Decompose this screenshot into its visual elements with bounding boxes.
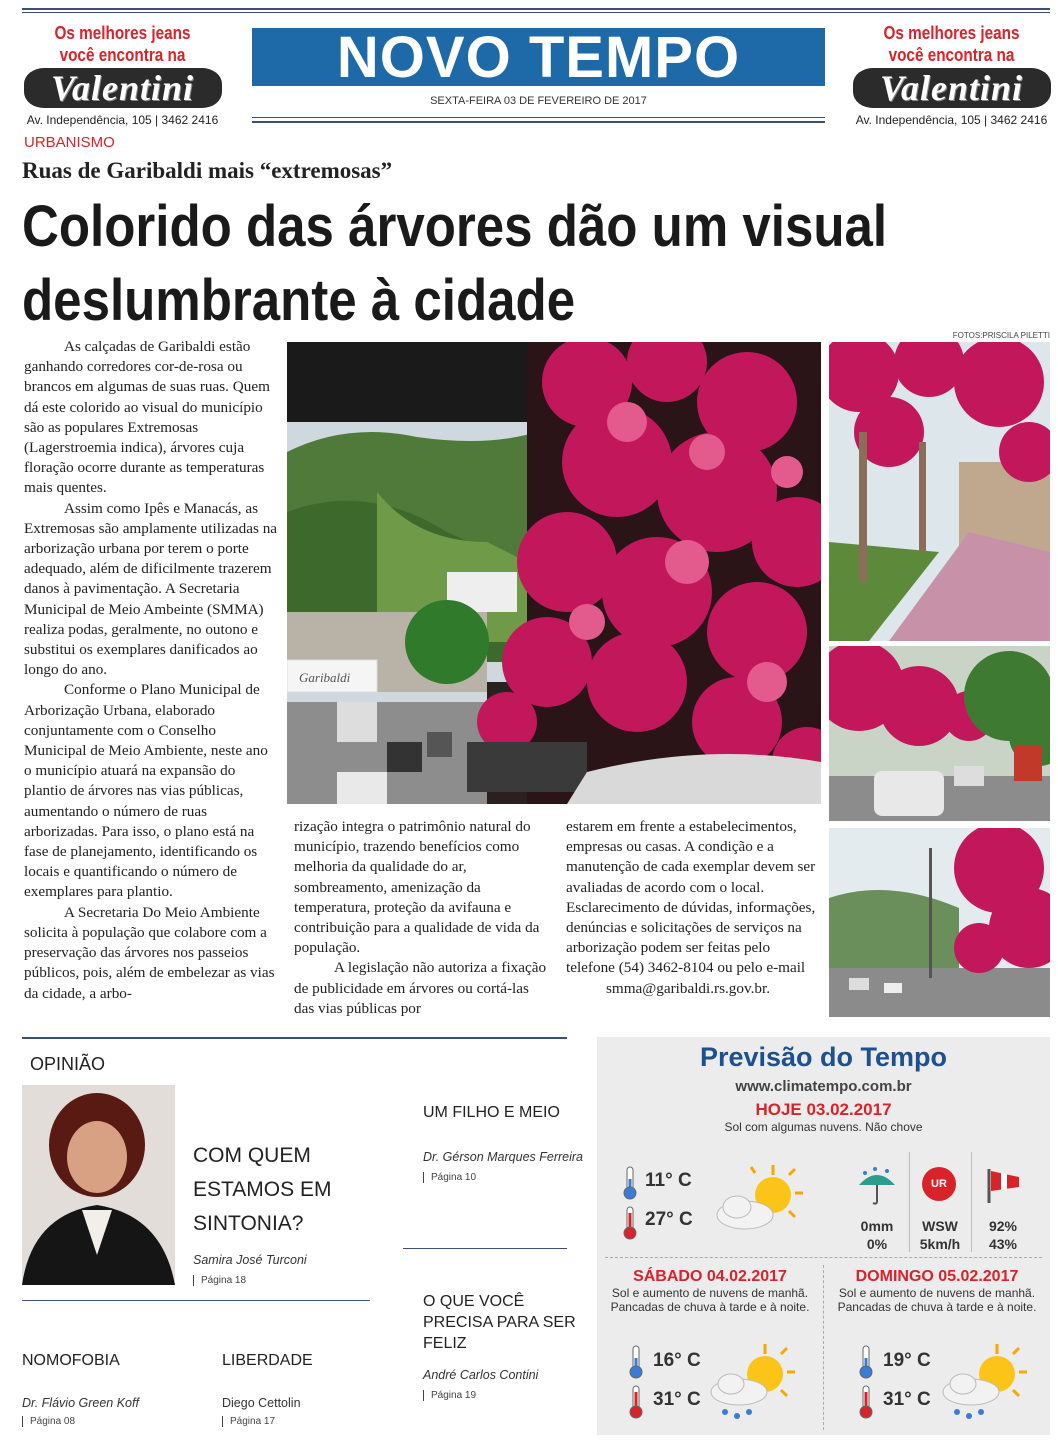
side-photo-1 xyxy=(829,342,1050,641)
thermometer-hot-icon xyxy=(621,1205,639,1241)
humidity-min: 43% xyxy=(988,1236,1018,1252)
windsock-icon xyxy=(985,1165,1025,1205)
side-photo-3 xyxy=(829,828,1050,1017)
masthead-date: SEXTA-FEIRA 03 DE FEVEREIRO DE 2017 xyxy=(430,95,647,107)
opinion-title[interactable]: LIBERDADE xyxy=(222,1352,313,1369)
paragraph: As calçadas de Garibaldi estão ganhando corredores cor-de-rosa ou brancos em algumas de suas ruas. Quem dá este colorido ao visual do município são as populares Extremosas (Lagerstroemia indica), árvores cuja floração ocorre durante as temperaturas mais quentes. xyxy=(24,338,270,497)
rain-pct: 0% xyxy=(866,1236,888,1252)
paragraph: A Secretaria Do Meio Ambiente solicita à população que colabore com a preservação das árvores nos passeios públicos, pois, além de embelezar as vias da cidade, a arbo- xyxy=(24,903,275,1002)
side-photo-2 xyxy=(829,646,1050,821)
headline-line-1: Colorido das árvores dão um visual xyxy=(22,194,888,259)
ad-slogan-1: Os melhores jeans xyxy=(883,23,1020,43)
today-rain xyxy=(855,1217,899,1253)
opinion-item-2[interactable] xyxy=(423,1104,583,1185)
ad-left[interactable] xyxy=(20,22,225,127)
day-desc-2: Pancadas de chuva à tarde e à noite. xyxy=(610,1300,810,1314)
masthead-rule-2 xyxy=(252,121,825,123)
opinion-divider xyxy=(22,1300,370,1301)
ad-slogan-2: você encontra na xyxy=(888,45,1015,65)
thermometer-hot-icon xyxy=(857,1384,875,1420)
today-max: 27° C xyxy=(645,1209,693,1230)
opinion-divider xyxy=(403,1248,567,1249)
ad-right[interactable] xyxy=(849,22,1054,127)
day-label: SÁBADO 04.02.2017 xyxy=(633,1268,787,1285)
day-desc-1: Sol e aumento de nuvens de manhã. xyxy=(838,1286,1036,1300)
ad-address: Av. Independência, 105 | 3462 2416 xyxy=(855,113,1048,127)
opinion-title[interactable]: UM FILHO E MEIO xyxy=(423,1104,560,1121)
weather-divider xyxy=(605,1257,1042,1258)
saturday-min: 16° C xyxy=(653,1350,701,1371)
article-col-3 xyxy=(566,817,820,999)
sun-rain-cloud-icon xyxy=(709,1342,797,1420)
today-desc: Sol com algumas nuvens. Não chove xyxy=(724,1120,923,1134)
opinion-page: Página 08 xyxy=(22,1416,75,1427)
headline-line-2: deslumbrante à cidade xyxy=(22,268,576,333)
opinion-title[interactable]: NOMOFOBIA xyxy=(22,1352,120,1369)
main-photo xyxy=(287,342,821,804)
opinion-page: Página 10 xyxy=(423,1172,476,1183)
ad-address: Av. Independência, 105 | 3462 2416 xyxy=(26,113,219,127)
opinion-title[interactable]: O QUE VOCÊ PRECISA PARA SER FELIZ xyxy=(423,1293,576,1352)
thermometer-cold-icon xyxy=(857,1344,875,1380)
opinion-item-4[interactable] xyxy=(22,1352,192,1429)
article-headline xyxy=(22,190,955,338)
day-desc-1: Sol e aumento de nuvens de manhã. xyxy=(611,1286,809,1300)
ad-slogan-2: você encontra na xyxy=(59,45,186,65)
valentini-logo: Valentini xyxy=(24,68,222,108)
thermometer-cold-icon xyxy=(621,1165,639,1201)
weather-title: Previsão do Tempo xyxy=(699,1042,948,1072)
opinion-item-3[interactable] xyxy=(423,1291,583,1403)
weather-panel xyxy=(597,1037,1050,1435)
article-col-1 xyxy=(24,337,278,1004)
paragraph: rização integra o patrimônio natural do município, trazendo benefícios como melhoria da qualidade do ar, sombreamento, amenização da temperatura, proteção da avifauna e contribuição para a qualidade de vida da população. xyxy=(294,818,540,957)
today-label: HOJE 03.02.2017 xyxy=(755,1100,892,1119)
paragraph: estarem em frente a estabelecimentos, empresas ou casas. A condição e a manutenção de cada exemplar devem ser avaliadas de acordo com o local. Esclarecimento de dúvidas, informações, denúncias e solicitações de serviços na arborização podem ser feitas pelo telefone (54) 3462-8104 ou pelo e-mail xyxy=(566,818,816,977)
opinion-page: Página 19 xyxy=(423,1390,476,1401)
paragraph: Conforme o Plano Municipal de Arborização Urbana, elaborado conjuntamente com o Conselho Municipal de Meio Ambiente, neste ano o município atuará na expansão do plantio de árvores nas vias públicas, aumentando o número de ruas arborizadas. Para isso, o plano está na fase de planejamento, identificando os locais e quantificando o número de exemplares para plantio. xyxy=(24,681,268,901)
opinion-item-1[interactable] xyxy=(193,1139,403,1288)
forecast-sunday xyxy=(824,1268,1050,1314)
ad-slogan-1: Os melhores jeans xyxy=(54,23,191,43)
sun-rain-cloud-icon xyxy=(941,1342,1029,1420)
today-humidity xyxy=(981,1217,1025,1253)
top-rule xyxy=(22,8,1050,10)
top-rule-thin xyxy=(22,12,1050,13)
opinion-page: Página 18 xyxy=(193,1275,246,1286)
humidity-ur-icon: UR xyxy=(922,1167,956,1201)
sunday-min: 19° C xyxy=(883,1350,931,1371)
today-min: 11° C xyxy=(645,1170,692,1191)
article-kicker: Ruas de Garibaldi mais “extremosas” xyxy=(22,158,393,183)
garibaldi-sign: Garibaldi xyxy=(299,670,351,685)
masthead-rule xyxy=(252,117,825,118)
opinion-rule xyxy=(22,1037,567,1039)
opinion-author: Dr. Gérson Marques Ferreira xyxy=(423,1150,583,1164)
day-desc-2: Pancadas de chuva à tarde e à noite. xyxy=(837,1300,1037,1314)
sunday-max: 31° C xyxy=(883,1389,931,1410)
stat-divider xyxy=(971,1152,972,1252)
masthead-title: NOVO TEMPO xyxy=(252,28,825,86)
wind-dir: WSW xyxy=(922,1218,958,1234)
stat-divider xyxy=(909,1152,910,1252)
paragraph: A legislação não autoriza a fixação de publicidade em árvores ou cortá-las das vias públicas por xyxy=(294,959,547,1017)
rain-umbrella-icon xyxy=(855,1165,899,1209)
thermometer-cold-icon xyxy=(627,1344,645,1380)
opinion-page: Página 17 xyxy=(222,1416,275,1427)
forecast-saturday xyxy=(597,1268,823,1314)
opinion-title[interactable]: COM QUEM ESTAMOS EM SINTONIA? xyxy=(193,1144,332,1235)
photo-credit: FOTOS:PRISCILA PILETTI xyxy=(952,331,1050,340)
opinion-heading: OPINIÃO xyxy=(30,1054,106,1074)
wind-speed: 5km/h xyxy=(919,1236,961,1252)
saturday-max: 31° C xyxy=(653,1389,701,1410)
valentini-logo: Valentini xyxy=(853,68,1051,108)
email-link[interactable]: smma@garibaldi.rs.gov.br. xyxy=(606,979,771,997)
opinion-author: Dr. Flávio Green Koff xyxy=(22,1396,139,1410)
section-label: URBANISMO xyxy=(24,134,115,151)
today-wind xyxy=(919,1217,961,1253)
thermometer-hot-icon xyxy=(627,1384,645,1420)
day-label: DOMINGO 05.02.2017 xyxy=(855,1268,1019,1285)
opinion-item-5[interactable] xyxy=(222,1352,392,1429)
opinion-author: André Carlos Contini xyxy=(423,1368,539,1382)
article-col-2 xyxy=(294,817,550,1019)
humidity-max: 92% xyxy=(988,1218,1018,1234)
paragraph: Assim como Ipês e Manacás, as Extremosas são amplamente utilizadas na arborização urbana por terem o porte adequado, além de dificilmente trazerem danos à pavimentação. A Secretaria Municipal de Meio Ambeinte (SMMA) realiza podas, geralmente, no outono e substitui os exemplares danificados ao longo do ano. xyxy=(24,499,278,679)
opinion-author: Diego Cettolin xyxy=(222,1396,301,1410)
sun-cloud-icon xyxy=(715,1163,805,1233)
weather-site[interactable]: www.climatempo.com.br xyxy=(735,1078,912,1095)
columnist-photo xyxy=(22,1085,175,1285)
opinion-author: Samira José Turconi xyxy=(193,1253,307,1267)
rain-mm: 0mm xyxy=(860,1218,894,1234)
